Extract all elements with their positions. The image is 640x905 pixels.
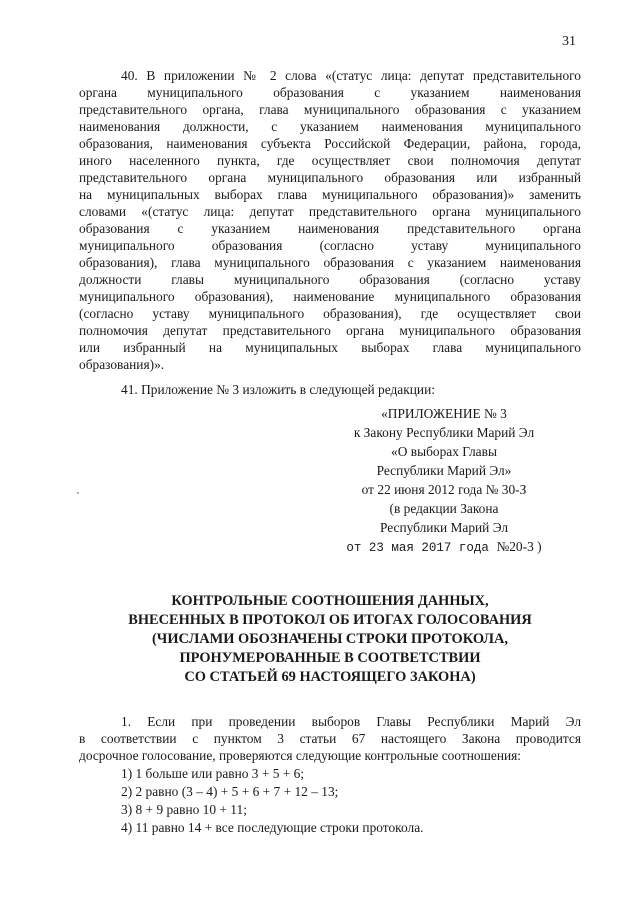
appendix-edition-1: (в редакции Закона <box>389 501 499 516</box>
page-number: 31 <box>562 34 576 49</box>
item40-line-15: (согласно уставу муниципального образования), где осуществляет свои <box>79 306 581 321</box>
item40-line-1: 40. В приложении № 2 слова «(статус лица: депутат представительного <box>121 68 581 83</box>
appendix-law-ref: к Закону Республики Марий Эл <box>353 425 535 440</box>
point1-line-2: в соответствии с пунктом 3 статьи 67 настоящего Закона проводится <box>79 731 581 746</box>
section-heading <box>70 592 590 687</box>
appendix-block <box>330 404 558 558</box>
item40-line-17: или избранный на муниципальных выборах глава муниципального <box>79 340 581 355</box>
item40-line-12: образования), глава муниципального образования с указанием наименования <box>79 255 581 270</box>
item40-line-9: словами «(статус лица: депутат представительного органа муниципального <box>79 204 581 219</box>
item40-line-3: представительного органа, глава муниципального образования с указанием <box>79 102 581 117</box>
heading-line-2: ВНЕСЕННЫХ В ПРОТОКОЛ ОБ ИТОГАХ ГОЛОСОВАНИЯ <box>128 612 532 628</box>
scan-speck <box>77 492 79 494</box>
heading-line-4: ПРОНУМЕРОВАННЫЕ В СООТВЕТСТВИИ <box>179 650 481 666</box>
item40-line-6: иного населенного пункта, где осуществляет свои полномочия депутат <box>79 153 581 168</box>
item40-line-14: муниципального образования), наименование муниципального образования <box>79 289 581 304</box>
relation-1: 1) 1 больше или равно 3 + 5 + 6; <box>121 766 305 781</box>
appendix-law-name-2: Республики Марий Эл» <box>376 463 512 478</box>
item40-line-18: образования)». <box>79 357 165 372</box>
item40-line-10: образования с указанием наименования представительного органа <box>79 221 581 236</box>
item40-line-13: должности главы муниципального образования (согласно уставу <box>79 272 581 287</box>
appendix-edition-date-text: от 23 мая 2017 года <box>346 541 489 555</box>
heading-line-1: КОНТРОЛЬНЫЕ СООТНОШЕНИЯ ДАННЫХ, <box>171 593 489 609</box>
item40-line-5: образования, наименования субъекта Российской Федерации, района, города, <box>79 136 581 151</box>
item41: 41. Приложение № 3 изложить в следующей редакции: <box>121 382 435 397</box>
heading-line-3: (ЧИСЛАМИ ОБОЗНАЧЕНЫ СТРОКИ ПРОТОКОЛА, <box>151 631 509 647</box>
relation-3: 3) 8 + 9 равно 10 + 11; <box>121 802 247 817</box>
appendix-title: «ПРИЛОЖЕНИЕ № 3 <box>381 406 507 421</box>
appendix-edition-number: №20-3 ) <box>496 539 542 554</box>
point1-line-1: 1. Если при проведении выборов Главы Республики Марий Эл <box>121 714 581 729</box>
appendix-edition-2: Республики Марий Эл <box>379 520 509 535</box>
item40-line-7: представительного органа муниципального образования или избранный <box>79 170 581 185</box>
point1-line-3: досрочное голосование, проверяются следующие контрольные соотношения: <box>79 748 522 763</box>
item40-line-4: наименования должности, с указанием наименования муниципального <box>79 119 581 134</box>
appendix-law-name-1: «О выборах Главы <box>391 444 497 459</box>
item40-line-16: полномочия депутат представительного органа муниципального образования <box>79 323 581 338</box>
item40-line-11: муниципального образования (согласно уставу муниципального <box>79 238 581 253</box>
appendix-edition-date <box>330 537 558 558</box>
heading-line-5: СО СТАТЬЕЙ 69 НАСТОЯЩЕГО ЗАКОНА) <box>184 669 476 685</box>
item40-line-8: на муниципальных выборах глава муниципального образования)» заменить <box>79 187 581 202</box>
relation-4: 4) 11 равно 14 + все последующие строки протокола. <box>121 820 424 835</box>
appendix-law-date: от 22 июня 2012 года № 30-З <box>361 482 527 497</box>
item40-line-2: органа муниципального образования с указанием наименования <box>79 85 581 100</box>
relation-2: 2) 2 равно (3 – 4) + 5 + 6 + 7 + 12 – 13; <box>121 784 339 799</box>
